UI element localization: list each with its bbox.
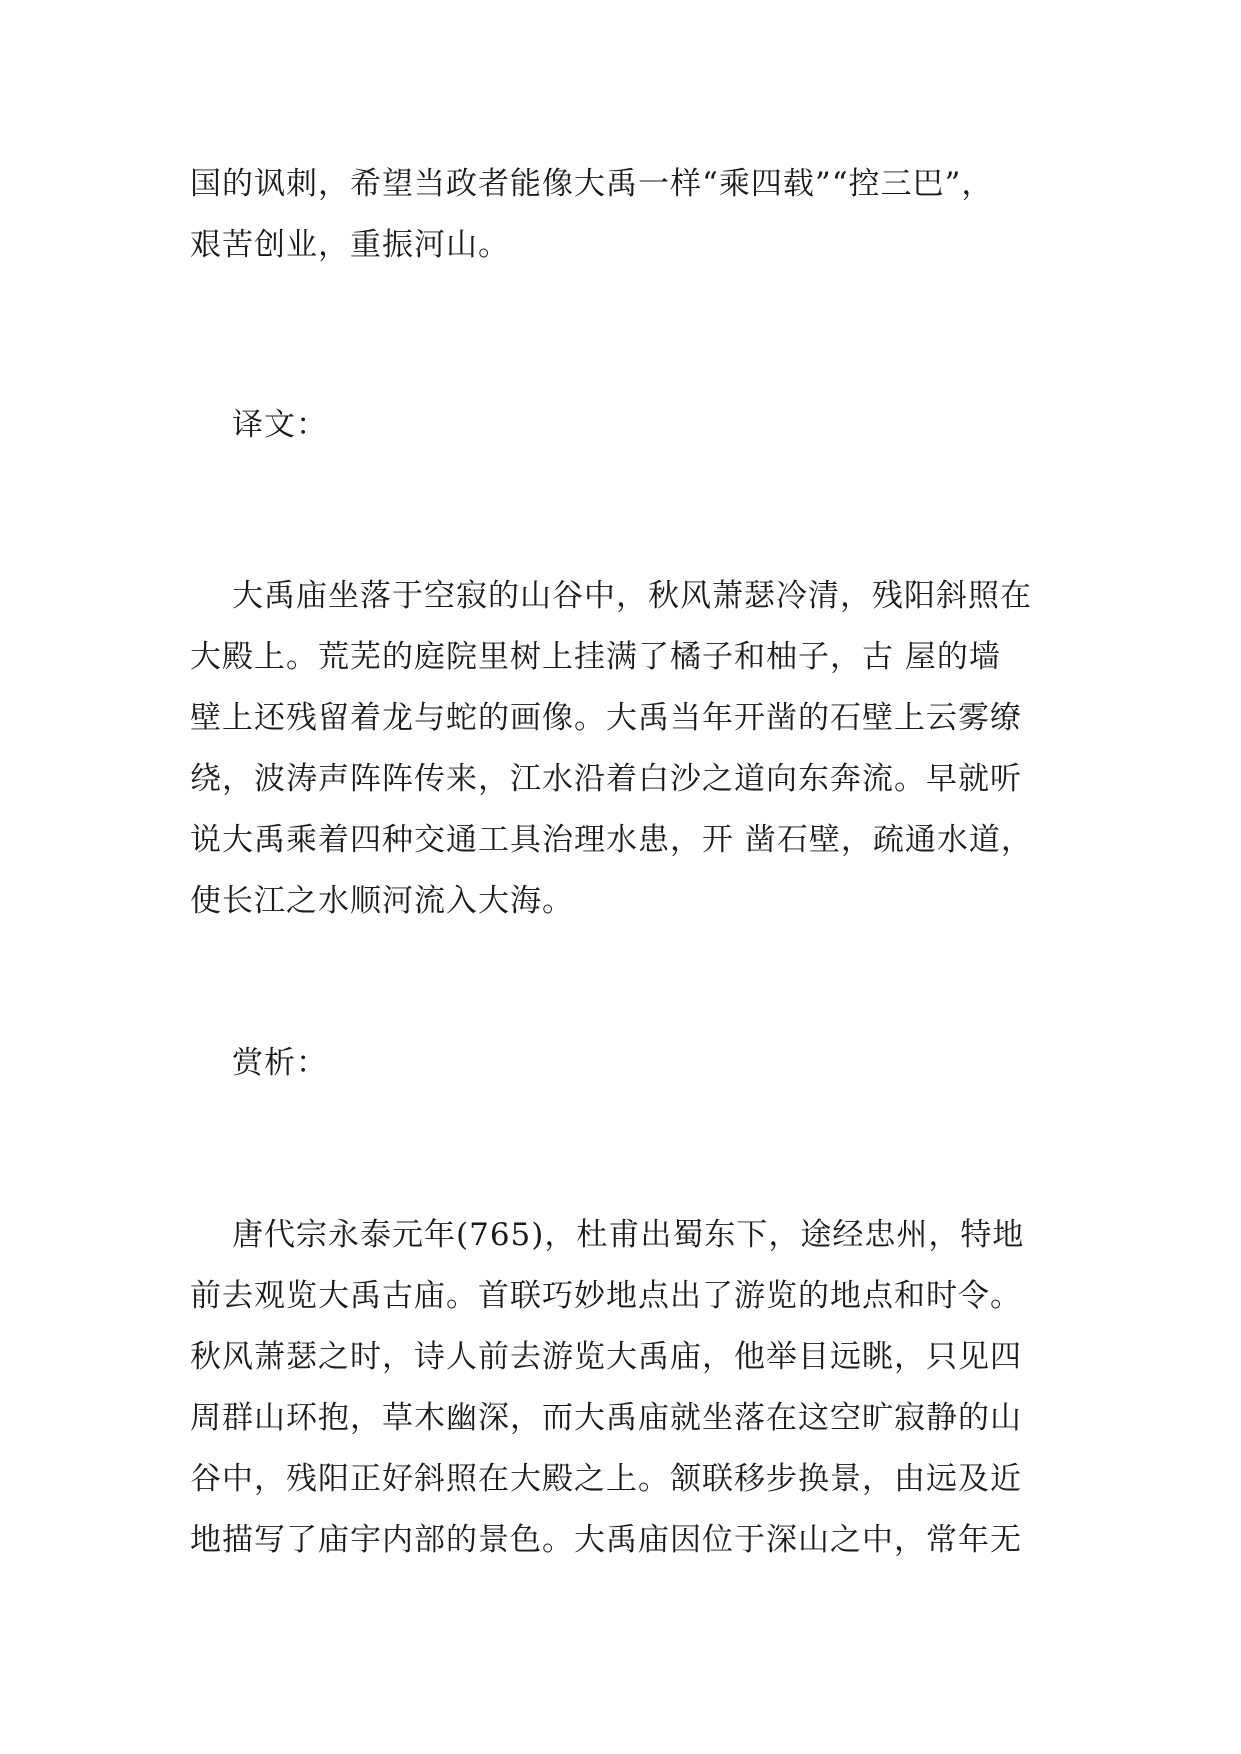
appreciation-line: 秋风萧瑟之时，诗人前去游览大禹庙，他举目远眺，只见四 <box>190 1339 1022 1375</box>
translation-line: 使长江之水顺河流入大海。 <box>190 883 574 919</box>
translation-line: 绕，波涛声阵阵传来，江水沿着白沙之道向东奔流。早就听 <box>190 761 1022 797</box>
translation-line: 壁上还残留着龙与蛇的画像。大禹当年开凿的石壁上云雾缭 <box>190 700 1022 736</box>
intro-line: 艰苦创业，重振河山。 <box>190 227 510 263</box>
appreciation-heading: 赏析： <box>232 1045 328 1081</box>
appreciation-line: 地描写了庙宇内部的景色。大禹庙因位于深山之中，常年无 <box>190 1522 1022 1558</box>
appreciation-line: 唐代宗永泰元年(765)，杜甫出蜀东下，途经忠州，特地 <box>232 1217 1025 1253</box>
intro-line: 国的讽刺，希望当政者能像大禹一样“乘四载”“控三巴”， <box>190 166 994 202</box>
translation-line: 说大禹乘着四种交通工具治理水患，开 凿石壁，疏通水道， <box>190 822 1033 858</box>
translation-line: 大禹庙坐落于空寂的山谷中，秋风萧瑟冷清，残阳斜照在 <box>232 578 1032 614</box>
appreciation-line: 前去观览大禹古庙。首联巧妙地点出了游览的地点和时令。 <box>190 1278 1022 1314</box>
translation-line: 大殿上。荒芜的庭院里树上挂满了橘子和柚子，古 屋的墙 <box>190 639 1001 675</box>
appreciation-line: 周群山环抱，草木幽深，而大禹庙就坐落在这空旷寂静的山 <box>190 1400 1022 1436</box>
translation-heading: 译文： <box>232 407 328 443</box>
appreciation-line: 谷中，残阳正好斜照在大殿之上。颔联移步换景，由远及近 <box>190 1461 1022 1497</box>
